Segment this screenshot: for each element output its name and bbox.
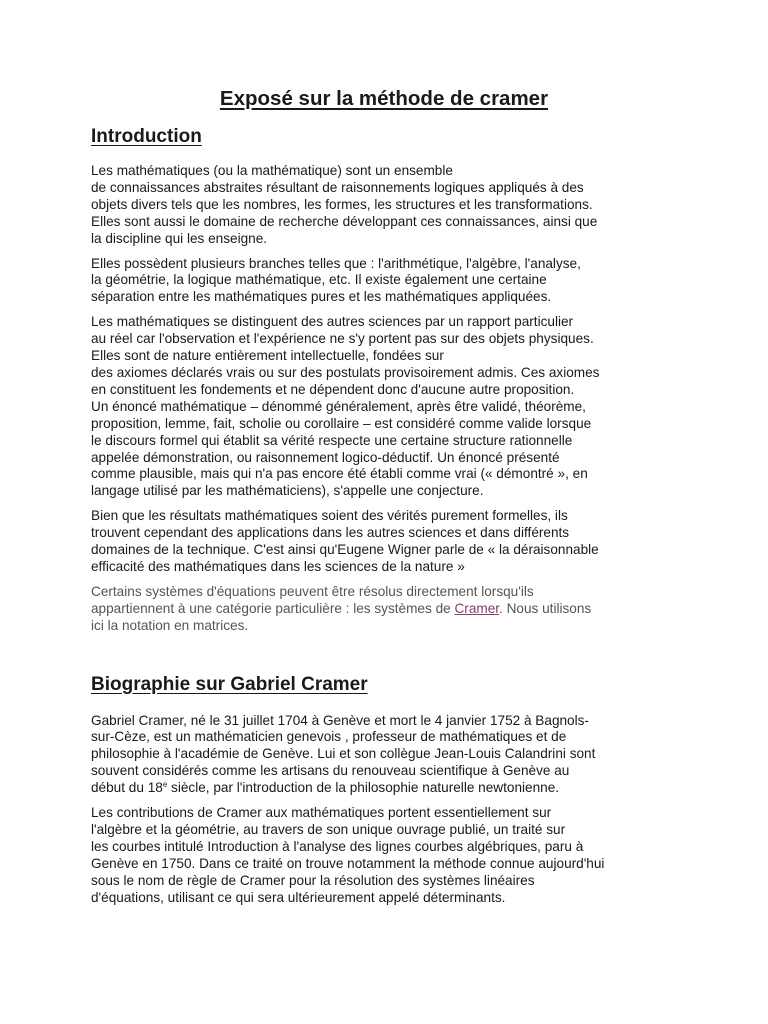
text-segment: . Nous utilisons xyxy=(499,600,592,616)
text-line: sous le nom de règle de Cramer pour la résolution des systèmes linéaires xyxy=(91,872,535,888)
intro-paragraph-1 xyxy=(91,163,677,248)
text-line xyxy=(91,780,677,797)
text-line: la géométrie, la logique mathématique, etc. Il existe également une certaine xyxy=(91,272,547,288)
superscript: e xyxy=(162,780,168,790)
text-line: Gabriel Cramer, né le 31 juillet 1704 à Genève et mort le 4 janvier 1752 à Bagnols- xyxy=(91,712,589,728)
bio-paragraph-2 xyxy=(91,805,677,906)
text-line: trouvent cependant des applications dans les autres sciences et dans différents xyxy=(91,525,570,541)
text-segment: appartiennent à une catégorie particulière : les systèmes de xyxy=(91,600,455,616)
intro-paragraph-5 xyxy=(91,584,677,635)
text-line: au réel car l'observation et l'expérience ne s'y portent pas sur des objets physiques. xyxy=(91,331,594,347)
text-line: Un énoncé mathématique – dénommé généralement, après être validé, théorème, xyxy=(91,398,586,414)
text-segment: début du 18 xyxy=(91,780,163,796)
text-line: de connaissances abstraites résultant de raisonnements logiques appliqués à des xyxy=(91,179,584,195)
text-line: ici la notation en matrices. xyxy=(91,617,249,633)
biography-heading: Biographie sur Gabriel Cramer xyxy=(91,673,368,695)
text-line: Les contributions de Cramer aux mathématiques portent essentiellement sur xyxy=(91,805,552,821)
text-line: Elles possèdent plusieurs branches telles que : l'arithmétique, l'algèbre, l'analyse, xyxy=(91,255,581,271)
text-line: objets divers tels que les nombres, les formes, les structures et les transformations. xyxy=(91,196,593,212)
text-line: Genève en 1750. Dans ce traité on trouve notamment la méthode connue aujourd'hui xyxy=(91,855,605,871)
intro-paragraph-3 xyxy=(91,314,677,500)
text-line: domaines de la technique. C'est ainsi qu'Eugene Wigner parle de « la déraisonnable xyxy=(91,542,599,558)
text-line: le discours formel qui établit sa vérité respecte une certaine structure rationnelle xyxy=(91,432,573,448)
text-line: l'algèbre et la géométrie, au travers de son unique ouvrage publié, un traité sur xyxy=(91,822,566,837)
text-line: Certains systèmes d'équations peuvent être résolus directement lorsqu'ils xyxy=(91,583,534,599)
bio-paragraph-1 xyxy=(91,713,677,798)
text-line: sur-Cèze, est un mathématicien genevois , professeur de mathématiques et de xyxy=(91,729,567,745)
text-line: les courbes intitulé Introduction à l'analyse des lignes courbes algébriques, paru à xyxy=(91,838,584,854)
text-line: la discipline qui les enseigne. xyxy=(91,230,268,246)
text-line: Les mathématiques se distinguent des autres sciences par un rapport particulier xyxy=(91,314,574,330)
text-line xyxy=(91,601,677,618)
text-line: Elles sont de nature entièrement intellectuelle, fondées sur xyxy=(91,348,444,364)
introduction-heading: Introduction xyxy=(91,126,202,147)
text-line: souvent considérés comme les artisans du renouveau scientifique à Genève au xyxy=(91,763,570,779)
cramer-link[interactable]: Cramer xyxy=(454,600,500,616)
intro-paragraph-2 xyxy=(91,256,677,307)
document-title: Exposé sur la méthode de cramer xyxy=(219,87,549,110)
text-line: proposition, lemme, fait, scholie ou corollaire – est considéré comme valide lorsque xyxy=(91,415,592,431)
text-line: des axiomes déclarés vrais ou sur des postulats provisoirement admis. Ces axiomes xyxy=(91,364,600,380)
text-line: Les mathématiques (ou la mathématique) sont un ensemble xyxy=(91,163,453,178)
text-line: langage utilisé par les mathématiciens), s'appelle une conjecture. xyxy=(91,483,484,499)
text-line: philosophie à l'académie de Genève. Lui et son collègue Jean-Louis Calandrini sont xyxy=(91,746,596,762)
intro-paragraph-4 xyxy=(91,508,677,576)
text-line: d'équations, utilisant ce qui sera ultérieurement appelé déterminants. xyxy=(91,889,506,905)
text-line: appelée démonstration, ou raisonnement logico-déductif. Un énoncé présenté xyxy=(91,449,560,465)
text-line: efficacité des mathématiques dans les sciences de la nature » xyxy=(91,558,465,574)
text-line: séparation entre les mathématiques pures et les mathématiques appliquées. xyxy=(91,289,552,305)
text-line: Elles sont aussi le domaine de recherche développant ces connaissances, ainsi que xyxy=(91,213,598,229)
text-line: Bien que les résultats mathématiques soient des vérités purement formelles, ils xyxy=(91,508,568,524)
text-segment: siècle, par l'introduction de la philosophie naturelle newtonienne. xyxy=(167,780,560,796)
text-line: en constituent les fondements et ne dépendent donc d'aucune autre proposition. xyxy=(91,381,575,397)
text-line: comme plausible, mais qui n'a pas encore été établi comme vrai (« démontré », en xyxy=(91,466,588,482)
